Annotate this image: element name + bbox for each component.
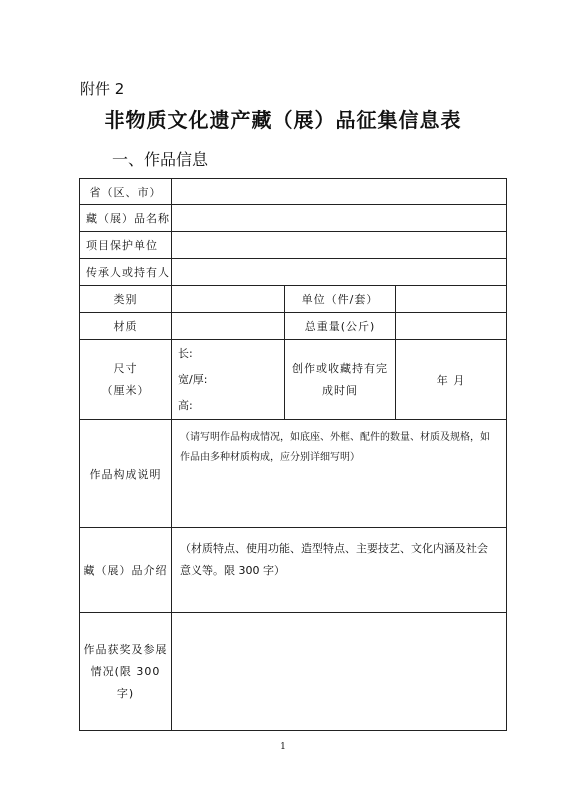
page-number: 1: [280, 742, 286, 752]
composition-label: 作品构成说明: [80, 420, 172, 528]
province-field[interactable]: [172, 179, 507, 205]
inheritor-label: 传承人或持有人: [80, 259, 172, 286]
table-row: [80, 613, 507, 731]
awards-field[interactable]: [172, 613, 507, 731]
total-weight-label: 总重量(公斤): [285, 313, 396, 340]
awards-label-line1: 作品获奖及参展: [83, 642, 168, 656]
protection-unit-field[interactable]: [172, 232, 507, 259]
composition-field[interactable]: [172, 420, 507, 528]
attachment-label: 附件 2: [80, 80, 125, 98]
info-table: [79, 178, 507, 731]
length-label: 长:: [178, 346, 193, 360]
year-month-text: 年 月: [436, 373, 466, 387]
table-row: [80, 420, 507, 528]
material-field[interactable]: [172, 313, 285, 340]
size-label-line2: （厘米）: [101, 383, 150, 397]
table-row: [80, 179, 507, 205]
width-label: 宽/厚:: [178, 372, 208, 386]
protection-unit-label: 项目保护单位: [80, 232, 172, 259]
table-row: [80, 232, 507, 259]
inheritor-field[interactable]: [172, 259, 507, 286]
creation-time-field[interactable]: [396, 340, 507, 420]
composition-hint: （请写明作品构成情况，如底座、外框、配件的数量、材质及规格，如作品由多种材质构成，应分别详细写明）: [180, 432, 490, 463]
creation-time-label: [285, 340, 396, 420]
section-heading: 一、作品信息: [112, 150, 209, 169]
unit-label: 单位（件/套）: [285, 286, 396, 313]
item-name-field[interactable]: [172, 205, 507, 232]
height-label: 高:: [178, 398, 193, 412]
size-label-line1: 尺寸: [113, 361, 138, 375]
category-label: 类别: [80, 286, 172, 313]
intro-field[interactable]: [172, 528, 507, 613]
page-title: 非物质文化遗产藏（展）品征集信息表: [104, 108, 462, 132]
item-name-label: 藏（展）品名称: [80, 205, 172, 232]
awards-label-line2: 情况(限 300 字): [90, 664, 161, 700]
category-field[interactable]: [172, 286, 285, 313]
province-label: 省（区、市）: [80, 179, 172, 205]
table-row: [80, 259, 507, 286]
table-row: [80, 205, 507, 232]
creation-time-label-line2: 成时间: [322, 383, 358, 397]
unit-field[interactable]: [396, 286, 507, 313]
table-row: [80, 313, 507, 340]
total-weight-field[interactable]: [396, 313, 507, 340]
table-row: [80, 286, 507, 313]
awards-label: [80, 613, 172, 731]
size-fields[interactable]: [172, 340, 285, 420]
material-label: 材质: [80, 313, 172, 340]
table-row: [80, 340, 507, 420]
intro-hint: （材质特点、使用功能、造型特点、主要技艺、文化内涵及社会意义等。限 300 字）: [180, 542, 488, 577]
intro-label: 藏（展）品介绍: [80, 528, 172, 613]
table-row: [80, 528, 507, 613]
size-label: [80, 340, 172, 420]
creation-time-label-line1: 创作或收藏持有完: [292, 361, 388, 375]
